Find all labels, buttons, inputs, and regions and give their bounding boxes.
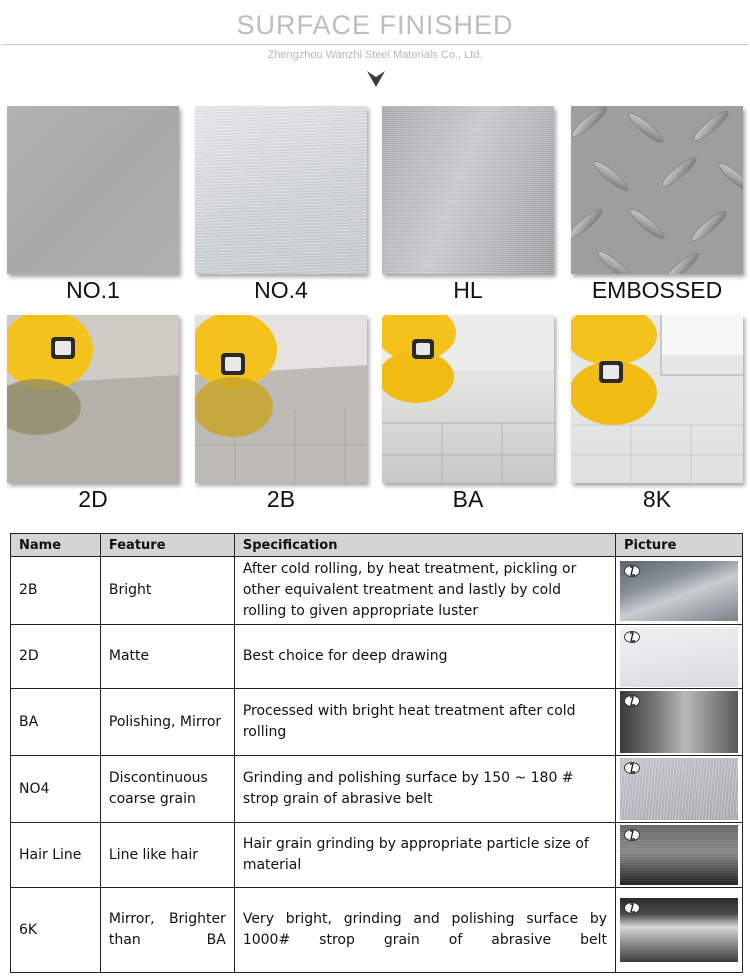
company-name: Zhengzhou Wanzhi Steel Materials Co., Ltd. [267, 49, 483, 61]
cell-picture [616, 625, 743, 689]
embossed-pattern [571, 106, 743, 274]
lemon-reflection-photo [7, 315, 179, 483]
surface-swatch-grid [0, 103, 750, 523]
cell-name: 6K [11, 888, 101, 973]
cell-specification: Very bright, grinding and polishing surface by 1000# strop grain of abrasive belt [234, 888, 615, 973]
column-header-name: Name [11, 534, 101, 557]
cell-feature: Discontinuous coarse grain [100, 756, 234, 823]
swatch-label: HL [453, 277, 483, 303]
cell-feature: Mirror, Brighter than BA [100, 888, 234, 973]
swatch-label: BA [452, 486, 484, 512]
cell-picture [616, 823, 743, 888]
lemon-reflection-photo [571, 315, 743, 483]
cell-picture [616, 689, 743, 756]
cell-specification: Best choice for deep drawing [234, 625, 615, 689]
cell-specification: Hair grain grinding by appropriate particle size of material [234, 823, 615, 888]
cell-specification: After cold rolling, by heat treatment, pickling or other equivalent treatment and lastly by cold rolling to given appropriate luster [234, 557, 615, 625]
chevron-down-icon [366, 69, 386, 89]
table-row [11, 625, 743, 689]
cell-picture [616, 888, 743, 973]
column-header-feature: Feature [100, 534, 234, 557]
surface-thumbnail-2d [620, 627, 738, 687]
swatch-image-8k [571, 315, 743, 483]
table-row [11, 888, 743, 973]
cell-name: Hair Line [11, 823, 101, 888]
cell-picture [616, 756, 743, 823]
cell-name: 2B [11, 557, 101, 625]
cell-specification: Processed with bright heat treatment after cold rolling [234, 689, 615, 756]
swatch-label: 8K [642, 486, 672, 512]
brand-logo-icon [624, 695, 640, 707]
cell-picture [616, 557, 743, 625]
brand-logo-icon [624, 762, 640, 774]
surface-thumbnail-hairline [620, 825, 738, 885]
swatch-label: EMBOSSED [591, 277, 723, 303]
swatch-label: NO.4 [254, 277, 308, 303]
cell-name: 2D [11, 625, 101, 689]
brand-logo-icon [624, 565, 640, 577]
brand-logo-icon [624, 631, 640, 643]
table-row [11, 756, 743, 823]
cell-feature: Matte [100, 625, 234, 689]
swatch-image-embossed [571, 106, 743, 274]
swatch-image-no1 [7, 106, 179, 274]
cell-name: BA [11, 689, 101, 756]
cell-feature: Bright [100, 557, 234, 625]
table-row [11, 557, 743, 625]
cell-feature: Polishing, Mirror [100, 689, 234, 756]
swatch-label: NO.1 [66, 277, 120, 303]
swatch-image-ba [382, 315, 554, 483]
swatch-image-2d [7, 315, 179, 483]
table-row [11, 689, 743, 756]
page-title: SURFACE FINISHED [236, 10, 514, 40]
surface-thumbnail-2b [620, 561, 738, 621]
header-divider [2, 44, 748, 45]
column-header-specification: Specification [234, 534, 615, 557]
swatch-label: 2B [266, 486, 296, 512]
swatch-label: 2D [78, 486, 108, 512]
swatch-image-hl [382, 106, 554, 274]
surface-spec-table [10, 533, 743, 973]
lemon-reflection-photo [195, 315, 367, 483]
cell-feature: Line like hair [100, 823, 234, 888]
surface-thumbnail-6k [620, 898, 738, 962]
cell-specification: Grinding and polishing surface by 150 ~ 180 # strop grain of abrasive belt [234, 756, 615, 823]
page-header [0, 0, 750, 95]
table-row [11, 823, 743, 888]
swatch-image-no4 [195, 106, 367, 274]
column-header-picture: Picture [616, 534, 743, 557]
brand-logo-icon [624, 902, 640, 914]
swatch-image-2b [195, 315, 367, 483]
table-header-row [11, 534, 743, 557]
cell-name: NO4 [11, 756, 101, 823]
lemon-reflection-photo [382, 315, 554, 483]
brand-logo-icon [624, 829, 640, 841]
surface-thumbnail-no4 [620, 758, 738, 820]
surface-thumbnail-ba [620, 691, 738, 753]
